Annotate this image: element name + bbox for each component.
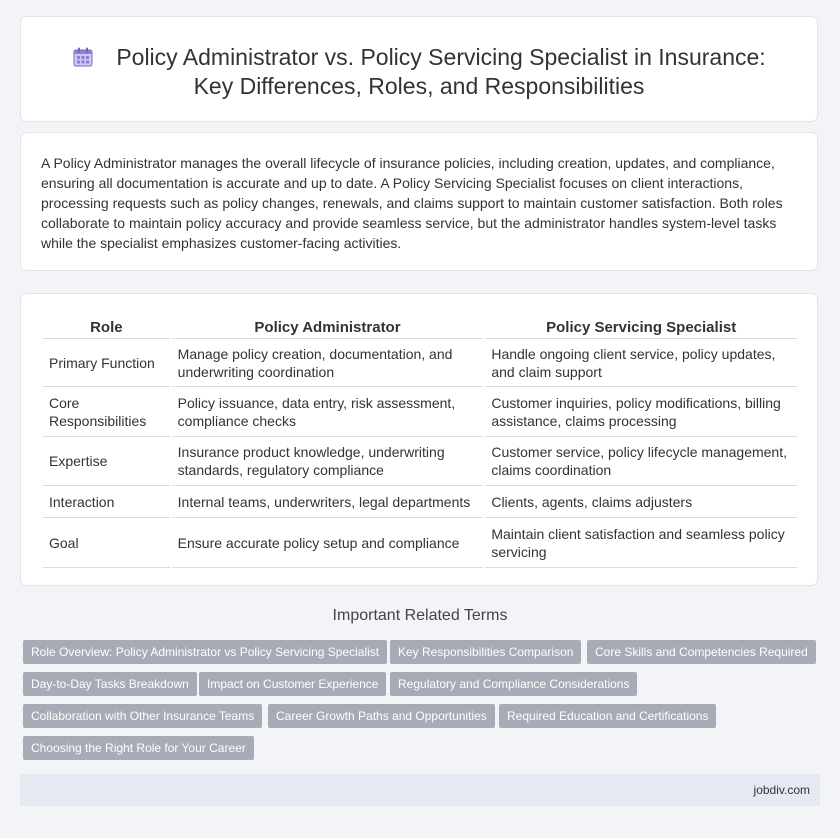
intro-card bbox=[20, 132, 818, 271]
related-term-tag[interactable]: Impact on Customer Experience bbox=[199, 672, 386, 696]
related-term-tag[interactable]: Required Education and Certifications bbox=[499, 704, 716, 728]
table-cell: Internal teams, underwriters, legal departments bbox=[172, 486, 484, 518]
footer bbox=[20, 774, 820, 806]
table-header-row bbox=[43, 314, 797, 339]
title-card bbox=[20, 16, 818, 122]
comparison-card bbox=[20, 293, 818, 586]
title-line-1: Policy Administrator vs. Policy Servicing Specialist in Insurance: bbox=[116, 44, 766, 70]
table-cell: Goal bbox=[43, 518, 170, 568]
table-row bbox=[43, 486, 797, 518]
table-row bbox=[43, 518, 797, 568]
title-line-2: Key Differences, Roles, and Responsibilities bbox=[193, 73, 645, 99]
table-cell: Primary Function bbox=[43, 339, 170, 387]
page-title bbox=[21, 43, 817, 101]
footer-site-link[interactable]: jobdiv.com bbox=[753, 783, 810, 797]
intro-paragraph: A Policy Administrator manages the overall lifecycle of insurance policies, including creation, updates, and compliance, ensuring all documentation is accurate and up to date. A Policy Servicing Specialist focuses on client interactions, processing requests such as policy changes, renewals, and claims support to maintain customer satisfaction. Both roles collaborate to maintain policy accuracy and provide seamless service, but the administrator handles system-level tasks while the specialist emphasizes customer-facing activities. bbox=[41, 155, 783, 251]
table-header-cell: Role bbox=[43, 314, 170, 339]
related-term-tag[interactable]: Collaboration with Other Insurance Teams bbox=[23, 704, 262, 728]
related-term-tag[interactable]: Career Growth Paths and Opportunities bbox=[268, 704, 495, 728]
comparison-table bbox=[41, 314, 799, 568]
related-term-tag[interactable]: Role Overview: Policy Administrator vs Policy Servicing Specialist bbox=[23, 640, 387, 664]
table-cell: Customer service, policy lifecycle management, claims coordination bbox=[485, 437, 797, 486]
table-cell: Manage policy creation, documentation, and underwriting coordination bbox=[172, 339, 484, 387]
table-cell: Insurance product knowledge, underwriting standards, regulatory compliance bbox=[172, 437, 484, 486]
table-cell: Handle ongoing client service, policy updates, and claim support bbox=[485, 339, 797, 387]
related-term-tag[interactable]: Key Responsibilities Comparison bbox=[390, 640, 581, 664]
table-cell: Customer inquiries, policy modifications, billing assistance, claims processing bbox=[485, 387, 797, 437]
table-cell: Expertise bbox=[43, 437, 170, 486]
calendar-icon bbox=[72, 46, 94, 68]
table-cell: Core Responsibilities bbox=[43, 387, 170, 437]
related-terms-title: Important Related Terms bbox=[332, 607, 508, 624]
table-row bbox=[43, 437, 797, 486]
table-cell: Maintain client satisfaction and seamless policy servicing bbox=[485, 518, 797, 568]
related-term-tag[interactable]: Day-to-Day Tasks Breakdown bbox=[23, 672, 197, 696]
related-term-tag[interactable]: Core Skills and Competencies Required bbox=[587, 640, 816, 664]
table-row bbox=[43, 339, 797, 387]
table-cell: Interaction bbox=[43, 486, 170, 518]
table-cell: Ensure accurate policy setup and compliance bbox=[172, 518, 484, 568]
table-cell: Policy issuance, data entry, risk assessment, compliance checks bbox=[172, 387, 484, 437]
table-header-cell: Policy Servicing Specialist bbox=[485, 314, 797, 339]
table-header-cell: Policy Administrator bbox=[172, 314, 484, 339]
related-term-tag[interactable]: Regulatory and Compliance Considerations bbox=[390, 672, 637, 696]
related-term-tag[interactable]: Choosing the Right Role for Your Career bbox=[23, 736, 254, 760]
table-row bbox=[43, 387, 797, 437]
table-cell: Clients, agents, claims adjusters bbox=[485, 486, 797, 518]
